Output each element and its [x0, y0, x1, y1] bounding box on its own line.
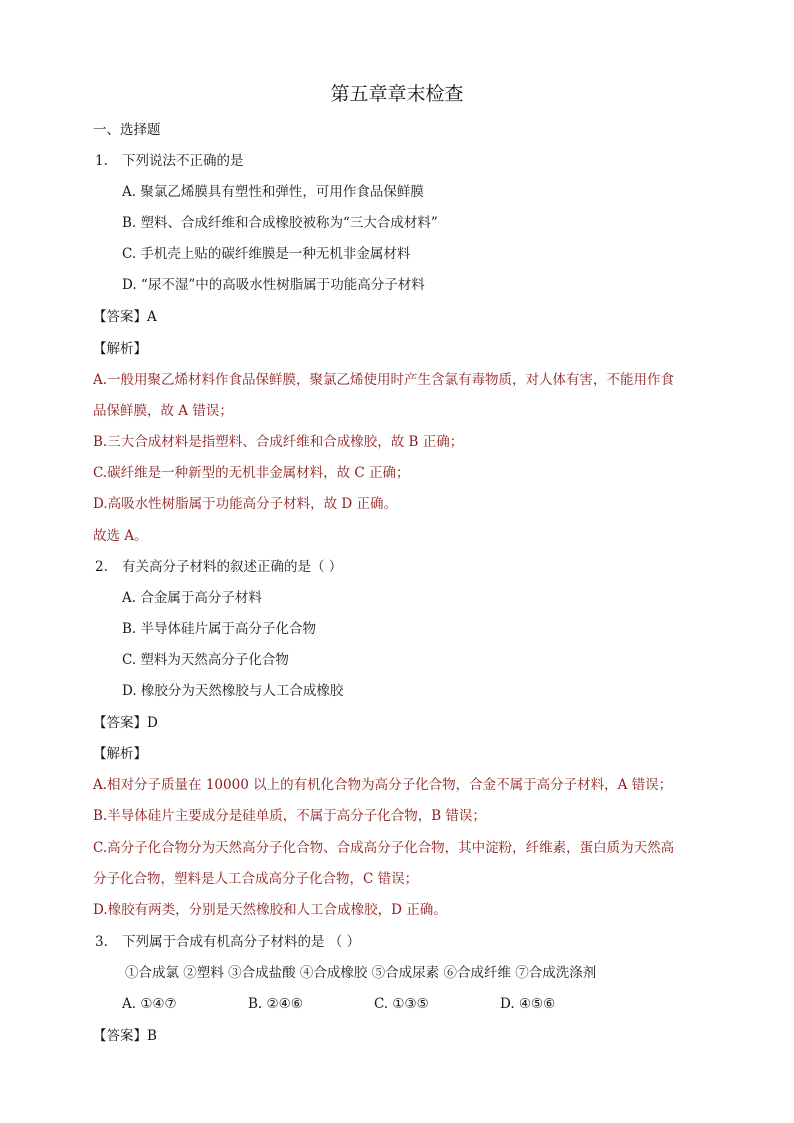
- question-number: 1.: [95, 153, 108, 169]
- question-number: 2.: [95, 559, 108, 575]
- option-b: B. 塑料、合成纤维和合成橡胶被称为“三大合成材料”: [122, 215, 438, 231]
- page-title: 第五章章末检查: [330, 83, 464, 105]
- analysis-label: 【解析】: [93, 341, 147, 357]
- analysis-line: A.相对分子质量在 10000 以上的有机化合物为高分子化合物，合金不属于高分子材料，A 错误；: [93, 777, 673, 793]
- option-d: D. “尿不湿”中的高吸水性树脂属于功能高分子材料: [122, 277, 425, 293]
- option-d: D. 橡胶分为天然橡胶与人工合成橡胶: [122, 683, 344, 699]
- analysis-line: B.三大合成材料是指塑料、合成纤维和合成橡胶，故 B 正确；: [93, 434, 464, 450]
- choice-a: A. ①④⑦: [122, 996, 177, 1012]
- analysis-line: A.一般用聚乙烯材料作食品保鲜膜，聚氯乙烯使用时产生含氯有毒物质，对人体有害，不能用作食: [93, 372, 675, 388]
- answer-label: 【答案】A: [93, 309, 157, 325]
- option-b: B. 半导体硅片属于高分子化合物: [122, 621, 317, 637]
- item-list: ①合成氯 ②塑料 ③合成盐酸 ④合成橡胶 ⑤合成尿素 ⑥合成纤维 ⑦合成洗涤剂: [125, 965, 597, 981]
- analysis-line: C.高分子化合物分为天然高分子化合物、合成高分子化合物，其中淀粉，纤维素，蛋白质为天然高: [93, 840, 675, 856]
- analysis-line: B.半导体硅片主要成分是硅单质，不属于高分子化合物，B 错误；: [93, 808, 486, 824]
- option-a: A. 合金属于高分子材料: [122, 590, 262, 606]
- answer-label: 【答案】B: [93, 1028, 157, 1044]
- choice-b: B. ②④⑥: [248, 996, 303, 1012]
- question-text: 下列说法不正确的是: [122, 153, 244, 169]
- section-heading: 一、选择题: [93, 122, 161, 138]
- analysis-line: 分子化合物，塑料是人工合成高分子化合物，C 错误；: [93, 871, 419, 887]
- conclusion-line: 故选 A。: [93, 528, 148, 544]
- analysis-line: D.橡胶有两类，分别是天然橡胶和人工合成橡胶，D 正确。: [93, 902, 447, 918]
- analysis-line: D.高吸水性树脂属于功能高分子材料，故 D 正确。: [93, 496, 398, 512]
- choice-c: C. ①③⑤: [374, 996, 429, 1012]
- question-number: 3.: [95, 934, 108, 950]
- question-text: 有关高分子材料的叙述正确的是（ ）: [122, 559, 343, 575]
- option-c: C. 塑料为天然高分子化合物: [122, 652, 289, 668]
- answer-label: 【答案】D: [93, 715, 158, 731]
- analysis-line: 品保鲜膜，故 A 错误；: [93, 403, 233, 419]
- analysis-line: C.碳纤维是一种新型的无机非金属材料，故 C 正确；: [93, 465, 410, 481]
- choice-d: D. ④⑤⑥: [500, 996, 556, 1012]
- option-a: A. 聚氯乙烯膜具有塑性和弹性，可用作食品保鲜膜: [122, 184, 424, 200]
- analysis-label: 【解析】: [93, 746, 147, 762]
- option-c: C. 手机壳上贴的碳纤维膜是一种无机非金属材料: [122, 246, 411, 262]
- question-text: 下列属于合成有机高分子材料的是 （ ）: [122, 934, 361, 950]
